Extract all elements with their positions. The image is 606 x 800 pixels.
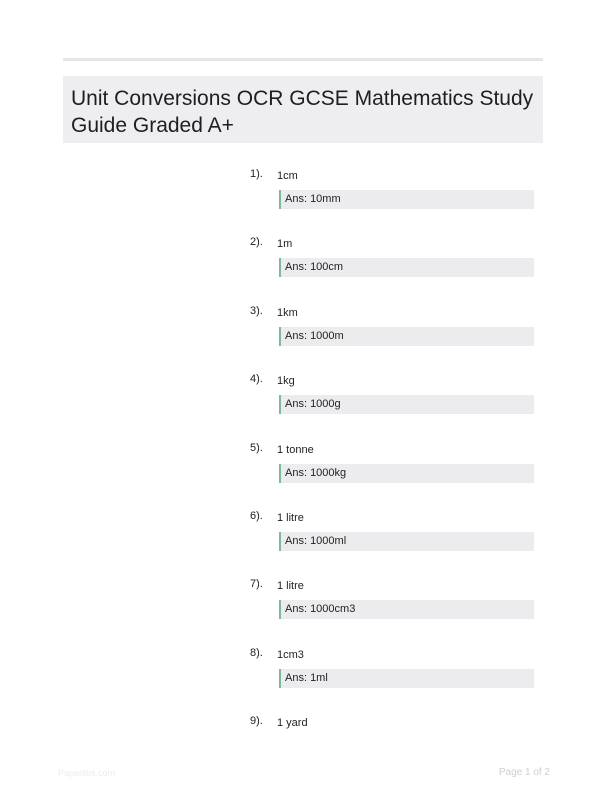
question-text: 1 litre	[277, 580, 304, 592]
answer-box: Ans: 1ml	[279, 669, 534, 688]
question-item	[0, 578, 606, 638]
question-item	[0, 442, 606, 502]
answer-box: Ans: 100cm	[279, 258, 534, 277]
question-text: 1kg	[277, 375, 295, 387]
question-number: 3).	[250, 305, 263, 317]
page-title: Unit Conversions OCR GCSE Mathematics Study Guide Graded A+	[71, 87, 534, 137]
question-number: 7).	[250, 578, 263, 590]
question-text: 1 litre	[277, 512, 304, 524]
question-number: 1).	[250, 168, 263, 180]
answer-box: Ans: 10mm	[279, 190, 534, 209]
answer-box: Ans: 1000kg	[279, 464, 534, 483]
answer-box: Ans: 1000cm3	[279, 600, 534, 619]
question-number: 4).	[250, 373, 263, 385]
question-text: 1 tonne	[277, 444, 314, 456]
question-item	[0, 236, 606, 296]
question-item	[0, 305, 606, 365]
answer-box: Ans: 1000ml	[279, 532, 534, 551]
question-number: 8).	[250, 647, 263, 659]
question-number: 6).	[250, 510, 263, 522]
question-text: 1cm3	[277, 649, 304, 661]
answer-box: Ans: 1000m	[279, 327, 534, 346]
question-item	[0, 373, 606, 433]
question-number: 2).	[250, 236, 263, 248]
question-item	[0, 715, 606, 775]
question-item	[0, 510, 606, 570]
question-text: 1 yard	[277, 717, 308, 729]
watermark-text: Paperlibs.com	[58, 768, 116, 778]
question-number: 5).	[250, 442, 263, 454]
question-text: 1m	[277, 238, 293, 250]
answer-box: Ans: 1000g	[279, 395, 534, 414]
page-number: Page 1 of 2	[498, 767, 550, 778]
question-item	[0, 168, 606, 228]
question-text: 1cm	[277, 170, 298, 182]
question-number: 9).	[250, 715, 263, 727]
question-text: 1km	[277, 307, 298, 319]
question-item	[0, 647, 606, 707]
